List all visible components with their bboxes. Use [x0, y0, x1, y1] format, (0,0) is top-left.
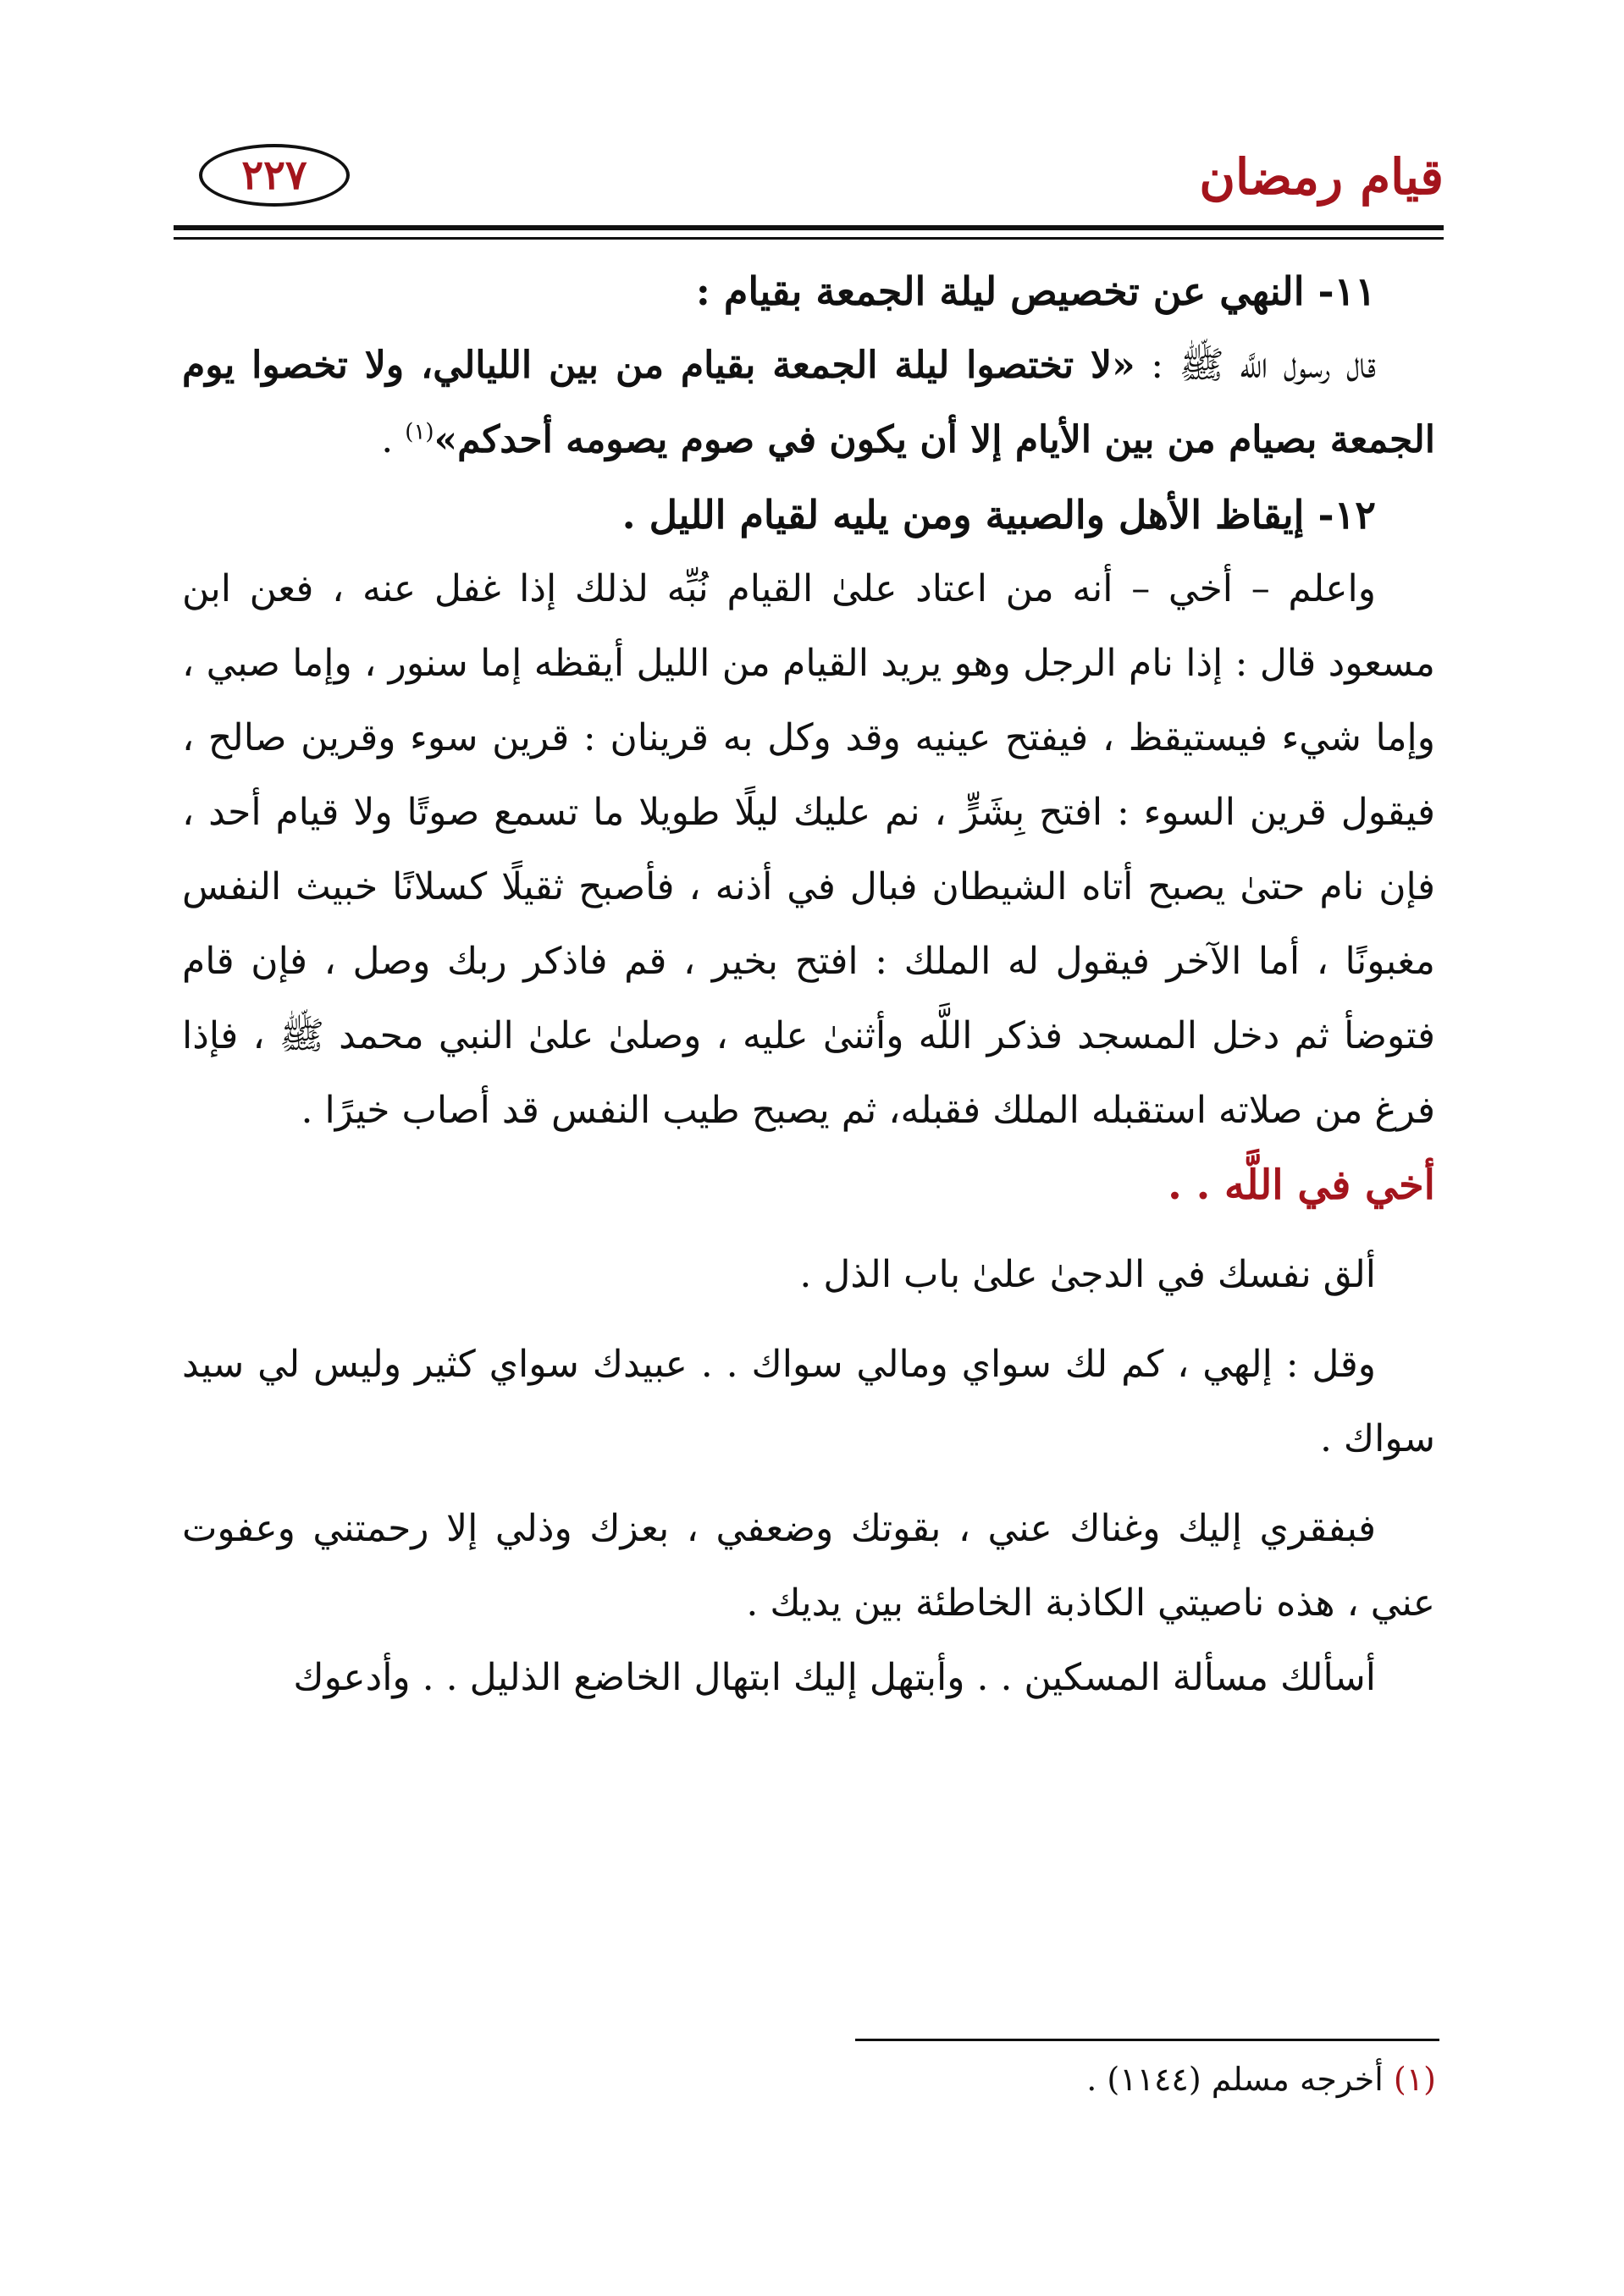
hadith-text: «لا تختصوا ليلة الجمعة بقيام من بين الليالي، ولا تخصوا يوم الجمعة بصيام من بين الأيام إلا أن يكون في صوم يصومه أحدكم»: [182, 344, 1435, 461]
page-header: [174, 135, 1444, 229]
footnote-text: أخرجه مسلم (١١٤٤) .: [1086, 2061, 1394, 2098]
header-rule-thin: [174, 237, 1444, 240]
section-heading-12: ١٢- إيقاظ الأهل والصبية ومن يليه لقيام الليل .: [621, 492, 1376, 538]
footnote: [1086, 2057, 1436, 2102]
paragraph-d: أسألك مسألة المسكين . . وأبتهل إليك ابتهال الخاضع الذليل . . وأدعوك: [293, 1656, 1376, 1699]
header-rule-thick: [174, 225, 1444, 230]
hadith-end: .: [381, 418, 406, 461]
running-title: قيام رمضان: [1199, 148, 1444, 206]
paragraph-b: وقل : إلهي ، كم لك سواي ومالي سواك . . عبيدك سواي كثير وليس لي سيد سواك .: [182, 1343, 1435, 1460]
body-text: [182, 254, 1435, 1715]
footnote-ref[interactable]: (١): [405, 419, 434, 445]
red-heading: أخي في اللَّه . .: [1168, 1162, 1435, 1209]
hadith-intro: قال رسول اللَّه ﷺ :: [1135, 344, 1376, 387]
footnote-number: (١): [1393, 2061, 1436, 2098]
paragraph-a: ألق نفسك في الدجىٰ علىٰ باب الذل .: [799, 1253, 1376, 1296]
page-number: ٢٢٧: [199, 144, 350, 207]
footnote-rule: [855, 2039, 1439, 2041]
paragraph-ibn-masud: واعلم – أخي – أنه من اعتاد علىٰ القيام نُبِّه لذلك إذا غفل عنه ، فعن ابن مسعود قال : إذا نام الرجل وهو يريد القيام من الليل أيقظه إما سنور ، وإما صبي ، وإما شيء فيستيقظ ، فيفتح عينيه وقد وكل به قرينان : قرين سوء وقرين صالح ، فيقول قرين السوء : افتح بِشَرٍّ ، نم عليك ليلًا طويلا ما تسمع صوتًا ولا قيام أحد ، فإن نام حتىٰ يصبح أتاه الشيطان فبال في أذنه ، فأصبح ثقيلًا كسلانًا خبيث النفس مغبونًا ، أما الآخر فيقول له الملك : افتح بخير ، قم فاذكر ربك وصل ، فإن قام فتوضأ ثم دخل المسجد فذكر اللَّه وأثنىٰ عليه ، وصلىٰ علىٰ النبي محمد ﷺ ، فإذا فرغ من صلاته استقبله الملك فقبله، ثم يصبح طيب النفس قد أصاب خيرًا .: [182, 567, 1435, 1132]
paragraph-c: فبفقري إليك وغناك عني ، بقوتك وضعفي ، بعزك وذلي إلا رحمتني وعفوت عني ، هذه ناصيتي الكاذبة الخاطئة بين يديك .: [182, 1507, 1435, 1625]
paragraph-hadith: [182, 328, 1435, 477]
section-heading-11: ١١- النهي عن تخصيص ليلة الجمعة بقيام :: [695, 268, 1376, 314]
